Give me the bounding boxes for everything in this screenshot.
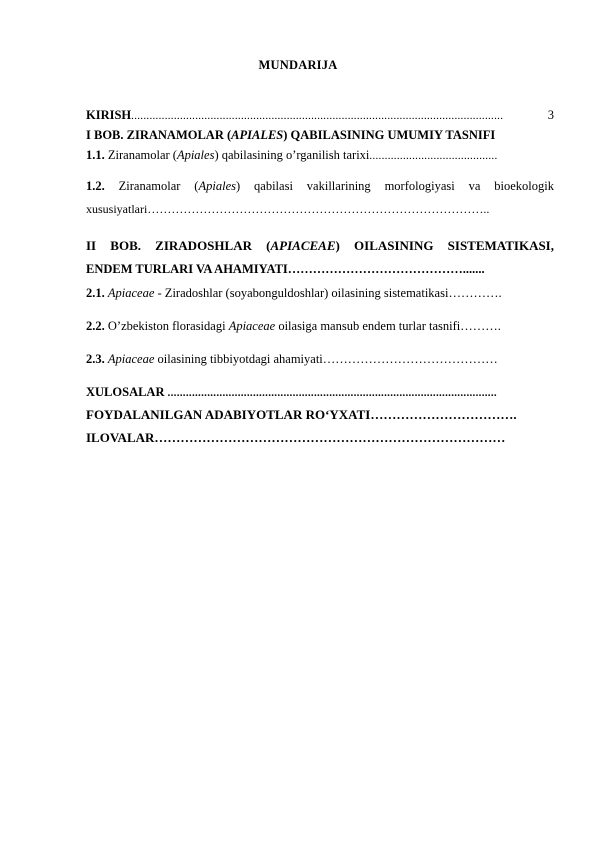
toc-label-italic: Apiaceae	[107, 286, 155, 300]
toc-label: II BOB. ZIRADOSHLAR (	[86, 238, 271, 253]
toc-leader-dots: ..........................................	[369, 150, 498, 162]
toc-label-italic: Apiaceae	[228, 319, 276, 333]
toc-label: KIRISH	[86, 108, 132, 122]
toc-label: ) qabilasi vakillarining morfologiyasi va bioekologik	[235, 179, 554, 193]
toc-label-italic: Apiales	[198, 179, 236, 193]
toc-label: ILOVALAR	[86, 430, 155, 445]
toc-leader-dots: ……………………………………	[322, 352, 498, 366]
toc-label-italic: APIALES	[231, 128, 284, 142]
toc-section-number: 2.2.	[86, 319, 105, 333]
toc-entry-2-2[interactable]	[86, 318, 554, 334]
toc-page-number: 3	[547, 108, 554, 122]
toc-label: ENDEM TURLARI VA AHAMIYATI	[86, 262, 288, 276]
toc-label: O’zbekiston florasidagi	[104, 319, 229, 333]
toc-label: oilasiga mansub endem turlar tasnifi	[275, 319, 461, 333]
toc-label: ) QABILASINING UMUMIY TASNIFI	[283, 128, 496, 142]
toc-entry-2-3[interactable]	[86, 351, 554, 367]
page-title: MUNDARIJA	[258, 58, 338, 72]
toc-entry-references[interactable]	[86, 407, 554, 423]
toc-label: FOYDALANILGAN ADABIYOTLAR RO‘YXATI	[86, 407, 371, 422]
toc-label: Ziranamolar (	[104, 179, 199, 193]
toc-label: Ziranamolar (	[104, 148, 177, 162]
toc-leader-dots: ..........................................................................................................................	[131, 110, 504, 122]
toc-label-italic: Apiaceae	[107, 352, 155, 366]
toc-entry-xulosalar[interactable]	[86, 384, 554, 401]
toc-label: ) OILASINING SISTEMATIKASI,	[335, 238, 554, 253]
toc-leader-dots: ............................................................................................................	[164, 387, 497, 399]
toc-label: ) qabilasining o’rganilish tarixi	[214, 148, 370, 162]
toc-leader-dots: …………………………………….......	[287, 262, 485, 276]
toc-label-italic: Apiales	[176, 148, 215, 162]
toc-label: oilasining tibbiyotdagi ahamiyati	[154, 352, 323, 366]
toc-section-number: 1.2.	[86, 179, 105, 193]
toc-entry-1-1[interactable]	[86, 147, 554, 164]
toc-entry-1-2-continued[interactable]: xususiyatlari…………………………………………………………………………..	[86, 202, 490, 216]
toc-label-italic: APIACEAE	[270, 238, 336, 253]
toc-label: XULOSALAR	[86, 385, 165, 399]
toc-label: - Ziradoshlar (soyabonguldoshlar) oilasining sistematikasi	[154, 286, 449, 300]
toc-entry-chapter-2-continued[interactable]	[86, 261, 554, 277]
toc-entry-1-2[interactable]	[86, 178, 554, 194]
toc-leader-dots: …………………………….	[370, 407, 517, 422]
toc-leader-dots: ………………………………………………………………………	[154, 430, 506, 445]
toc-section-number: 1.1.	[86, 148, 105, 162]
toc-label: I BOB. ZIRANAMOLAR (	[86, 128, 232, 142]
toc-section-number: 2.1.	[86, 286, 105, 300]
toc-leader-dots: ………….	[448, 286, 502, 300]
toc-entry-chapter-1[interactable]	[86, 127, 554, 143]
toc-leader-dots: ……….	[460, 319, 501, 333]
toc-entry-appendices[interactable]	[86, 430, 554, 446]
toc-entry-2-1[interactable]	[86, 285, 554, 301]
toc-entry-chapter-2[interactable]	[86, 238, 554, 254]
toc-entry-kirish[interactable]	[86, 107, 554, 124]
toc-section-number: 2.3.	[86, 352, 105, 366]
